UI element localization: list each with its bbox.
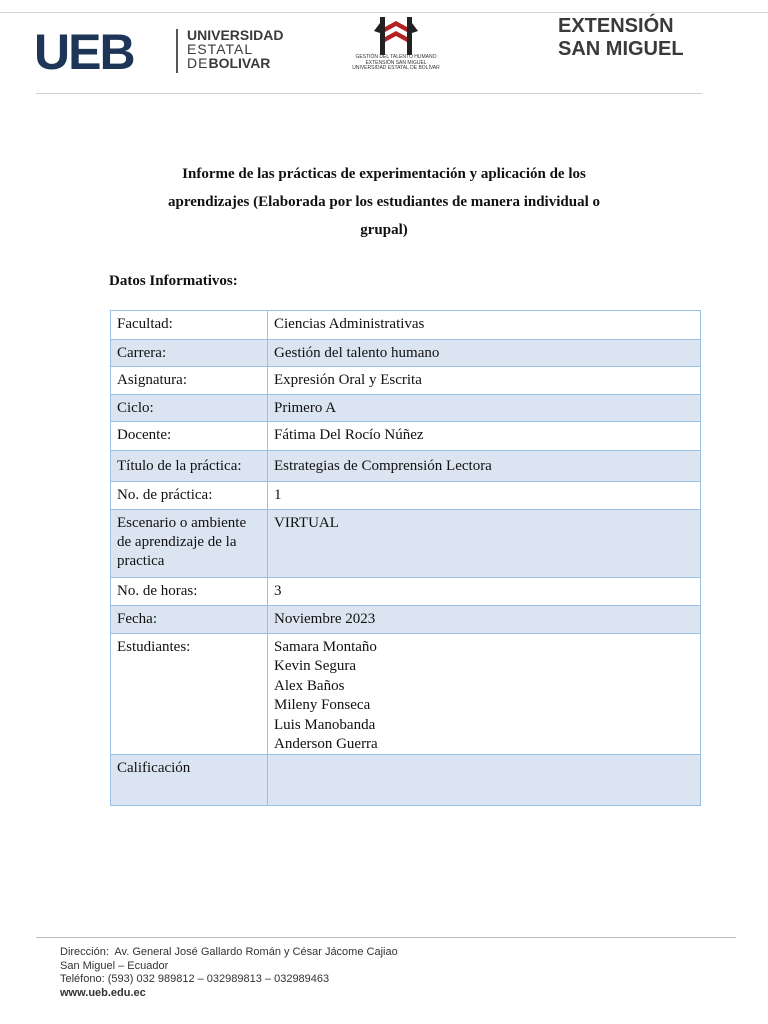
table-row xyxy=(111,482,701,510)
row-label: Facultad: xyxy=(111,311,268,340)
university-line-3b: BOLIVAR xyxy=(208,55,271,71)
row-value: VIRTUAL xyxy=(268,510,701,578)
talento-humano-emblem-icon xyxy=(366,13,426,55)
info-table xyxy=(110,310,701,806)
row-value: Noviembre 2023 xyxy=(268,606,701,634)
footer-rule xyxy=(36,937,736,938)
address-text: Av. General José Gallardo Román y César Jácome Cajiao xyxy=(114,946,398,958)
table-row xyxy=(111,578,701,606)
student-name: Alex Baños xyxy=(274,677,345,694)
table-row xyxy=(111,311,701,340)
extension-line-1: EXTENSIÓN xyxy=(558,15,674,37)
talento-humano-logo xyxy=(338,13,454,93)
row-value: 1 xyxy=(268,482,701,510)
student-name: Kevin Segura xyxy=(274,658,357,675)
row-value: Estrategias de Comprensión Lectora xyxy=(268,451,701,482)
table-row xyxy=(111,634,701,755)
row-value: Fátima Del Rocío Núñez xyxy=(268,422,701,451)
table-row xyxy=(111,510,701,578)
extension-name xyxy=(558,15,684,61)
grade-value xyxy=(268,755,701,806)
students-list xyxy=(268,634,701,755)
table-row xyxy=(111,422,701,451)
university-line-3a: DE xyxy=(187,55,209,71)
logo-caption-3: UNIVERSIDAD ESTATAL DE BOLÍVAR xyxy=(352,65,440,71)
table-row xyxy=(111,606,701,634)
phone-text: (593) 032 989812 – 032989813 – 032989463 xyxy=(107,973,330,985)
table-row xyxy=(111,395,701,422)
logo-caption-1: GESTIÓN DEL TALENTO HUMANO xyxy=(355,54,437,60)
footer xyxy=(60,946,398,1000)
ueb-logo: UEB xyxy=(34,24,134,80)
website-link[interactable]: www.ueb.edu.ec xyxy=(60,986,146,999)
row-label: Docente: xyxy=(111,422,268,451)
student-name: Anderson Guerra xyxy=(274,736,378,753)
row-value: Gestión del talento humano xyxy=(268,340,701,367)
row-value: 3 xyxy=(268,578,701,606)
row-label: Carrera: xyxy=(111,340,268,367)
logo-divider xyxy=(176,29,178,73)
university-line-2: ESTATAL xyxy=(187,41,254,57)
row-label: Fecha: xyxy=(111,606,268,634)
title-line-2: aprendizajes (Elaborada por los estudiantes de manera individual o xyxy=(168,194,600,210)
logo-caption-2: EXTENSIÓN SAN MIGUEL xyxy=(365,59,427,66)
row-label: Estudiantes: xyxy=(111,634,268,755)
university-line-1: UNIVERSIDAD xyxy=(187,27,284,43)
city-text: San Miguel – Ecuador xyxy=(60,959,169,972)
row-label: No. de práctica: xyxy=(111,482,268,510)
student-name: Mileny Fonseca xyxy=(274,697,371,714)
header-rule xyxy=(36,93,702,94)
row-label: Asignatura: xyxy=(111,367,268,395)
row-label: Título de la práctica: xyxy=(111,451,268,482)
section-heading: Datos Informativos: xyxy=(109,273,238,289)
student-name: Luis Manobanda xyxy=(274,716,376,733)
phone-label: Teléfono: xyxy=(60,973,105,985)
title-line-1: Informe de las prácticas de experimentación y aplicación de los xyxy=(182,166,586,182)
row-value: Expresión Oral y Escrita xyxy=(268,367,701,395)
table-row xyxy=(111,451,701,482)
row-value: Ciencias Administrativas xyxy=(268,311,701,340)
table-row xyxy=(111,755,701,806)
university-name xyxy=(187,28,283,70)
table-row xyxy=(111,367,701,395)
row-label: Escenario o ambiente de aprendizaje de la practica xyxy=(111,510,268,578)
row-label: Calificación xyxy=(111,755,268,806)
document-title xyxy=(150,160,618,244)
address-label: Dirección: xyxy=(60,946,109,958)
letterhead xyxy=(0,13,768,93)
student-name: Samara Montaño xyxy=(274,639,377,655)
row-label: No. de horas: xyxy=(111,578,268,606)
table-row xyxy=(111,340,701,367)
title-line-3: grupal) xyxy=(360,222,408,238)
extension-line-2: SAN MIGUEL xyxy=(558,38,684,60)
row-value: Primero A xyxy=(268,395,701,422)
row-label: Ciclo: xyxy=(111,395,268,422)
